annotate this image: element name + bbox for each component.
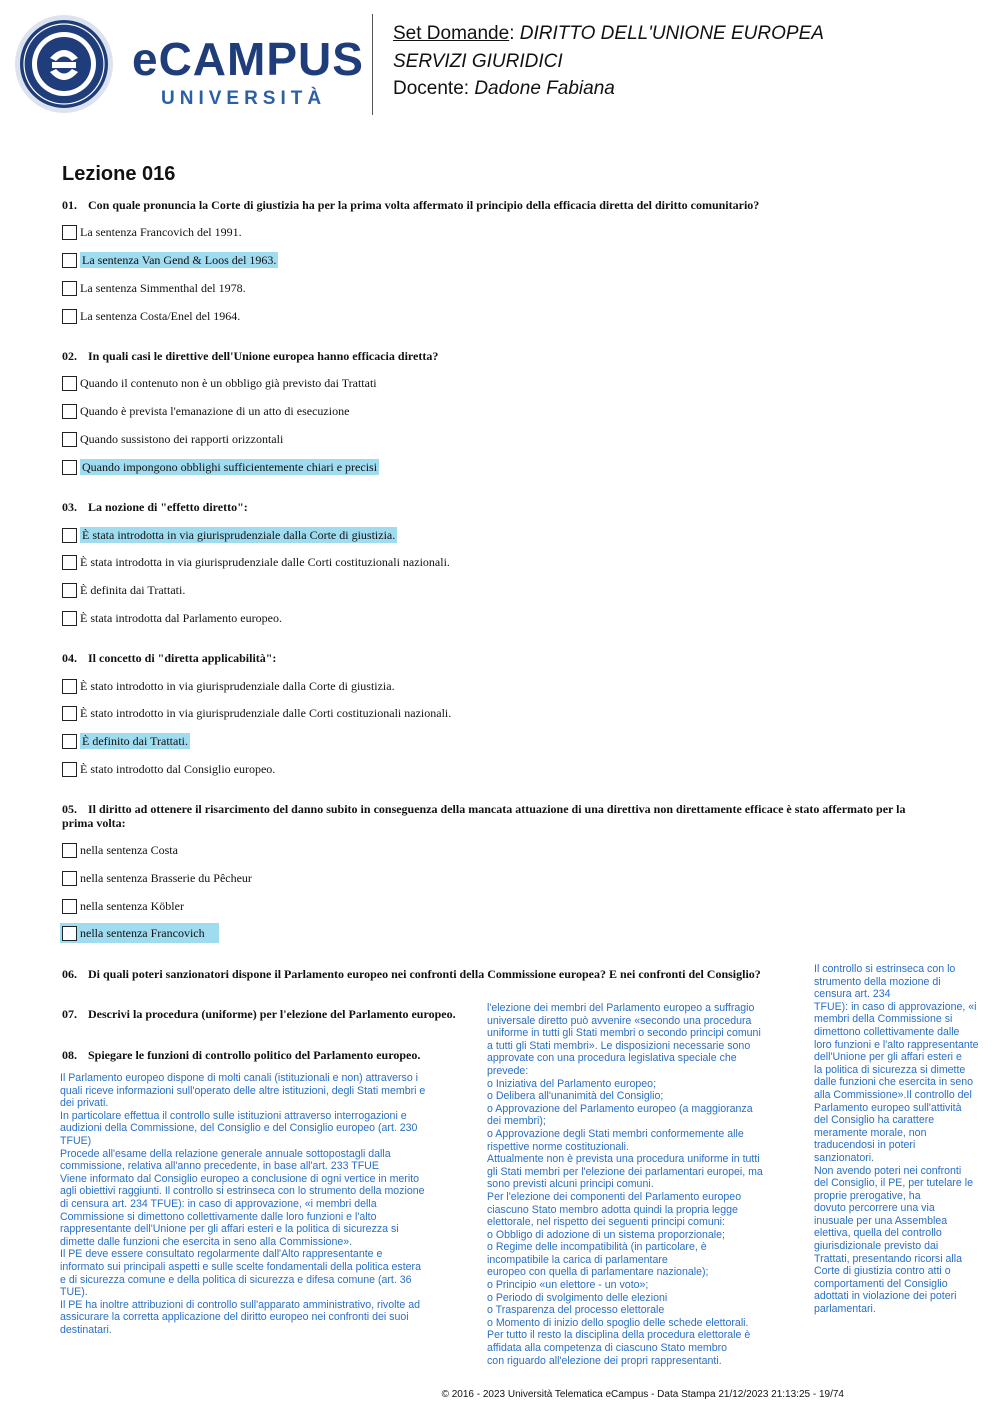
checkbox[interactable] [62,528,77,543]
option-text-highlighted: nella sentenza Francovich [80,926,205,940]
checkbox[interactable] [62,926,77,941]
q04-option-b[interactable] [62,705,451,721]
question-number: 02. [62,349,77,363]
set-title [393,21,824,47]
question-03 [62,500,942,514]
question-number: 03. [62,500,77,514]
answer-q08: Il Parlamento europeo dispone di molti canali (istituzionali e non) attraverso i quali riceve informazioni sull'operato delle altre istituzioni, degli Stati membri e dei privati. In particolare effettua il controllo sulle istituzioni attraverso interrogazioni e audizioni della Commissione, del Consiglio e del Consiglio europeo (art. 230 TFUE) Procede all'esame della relazione generale annuale sottopostagli dalla commissione, relativa all'anno precedente, in base all'art. 233 TFUE Viene informato dal Consiglio europeo a conclusione di ogni vertice in merito agli obiettivi raggiunti. Il controllo si estrinseca con lo strumento della mozione di censura art. 234 TFUE): in caso di approvazione, «i membri della Commissione si dimettono collettivamente dalle loro funzioni e l'alto rappresentante dell'Unione per gli affari esteri e la politica di sicurezza si dimette dalle funzioni che esercita in seno alla Commissione». Il PE deve essere consultato regolarmente dall'Alto rappresentante e informato sui principali aspetti e sulle scelte fondamentali della politica estera e di sicurezza comune e della politica di sicurezza e difesa comune (art. 36 TUE). Il PE ha inoltre attribuzioni di controllo sull'apparato amministrativo, rivolte ad assicurare la corretta applicazione del diritto europeo nei confronti dei suoi destinatari. [60,1072,426,1336]
question-06 [62,967,807,981]
q05-option-c[interactable] [62,898,184,914]
option-text: nella sentenza Köbler [80,899,184,913]
option-text: Quando sussistono dei rapporti orizzontali [80,432,284,446]
option-text: La sentenza Francovich del 1991. [80,225,242,239]
q05-option-a[interactable] [62,842,178,858]
q02-option-a[interactable] [62,375,377,391]
answer-q06: Il controllo si estrinseca con lo strumento della mozione di censura art. 234 TFUE): in caso di approvazione, «i membri della Commissione si dimettono collettivamente dalle loro funzioni e l'alto rappresentante dell'Unione per gli affari esteri e la politica di sicurezza si dimette dalle funzioni che esercita in seno alla Commissione».Il controllo del Parlamento europeo sull'attività del Consiglio ha carattere meramente morale, non traducendosi in poteri sanzionatori. Non avendo poteri nei confronti del Consiglio, il PE, per tutelare le proprie prerogative, ha dovuto percorrere una via inusuale per una Assemblea elettiva, quella del controllo giurisdizionale previsto dai Trattati, presentando ricorsi alla Corte di giustizia contro atti o comportamenti del Consiglio adottati in violazione dei poteri parlamentari. [814,963,979,1316]
option-text: La sentenza Costa/Enel del 1964. [80,309,241,323]
option-text: Quando è prevista l'emanazione di un atto di esecuzione [80,404,350,418]
q02-option-d[interactable] [62,459,379,475]
question-01 [62,198,942,212]
question-text: In quali casi le direttive dell'Unione europea hanno efficacia diretta? [88,349,439,363]
checkbox[interactable] [62,762,77,777]
q01-option-a[interactable] [62,224,242,240]
option-text: È stata introdotta dal Parlamento europeo. [80,611,282,625]
set-label: Set Domande [393,23,510,44]
q04-option-d[interactable] [62,761,275,777]
checkbox[interactable] [62,843,77,858]
answer-q07: l'elezione dei membri del Parlamento europeo a suffragio universale diretto può avvenire «secondo una procedura uniforme in tutti gli Stati membri o secondo principi comuni a tutti gli Stati membri». Le disposizioni necessarie sono approvate con una procedura legislativa speciale che prevede: o Iniziativa del Parlamento europeo; o Delibera all'unanimità del Consiglio; o Approvazione del Parlamento europeo (a maggioranza dei membri); o Approvazione degli Stati membri conformemente alle rispettive norme costituzionali. Attualmente non è prevista una procedura uniforme in tutti gli Stati membri per l'elezione dei parlamentari europei, ma sono previsti alcuni principi comuni. Per l'elezione dei componenti del Parlamento europeo ciascuno Stato membro adotta quindi la propria legge elettorale, nel rispetto dei seguenti principi comuni: o Obbligo di adozione di un sistema proporzionale; o Regime delle incompatibilità (in particolare, è incompatibile la carica di parlamentare europeo con quella di parlamentare nazionale); o Principio «un elettore - un voto»; o Periodo di svolgimento delle elezioni o Trasparenza del processo elettorale o Momento di inizio dello spoglio delle schede elettorali. Per tutto il resto la disciplina della procedura elettorale è affidata alla competenza di ciascuno Stato membro con riguardo all'elezione dei propri rappresentanti. [487,1002,763,1367]
teacher-line [393,76,615,102]
option-text: È stato introdotto dal Consiglio europeo. [80,762,276,776]
question-text: Descrivi la procedura (uniforme) per l'elezione del Parlamento europeo. [88,1007,456,1021]
question-text: Con quale pronuncia la Corte di giustizia ha per la prima volta affermato il principio della efficacia diretta del diritto comunitario? [88,198,760,212]
question-number: 08. [62,1048,77,1062]
checkbox[interactable] [62,611,77,626]
checkbox[interactable] [62,583,77,598]
checkbox[interactable] [62,253,77,268]
page-footer: © 2016 - 2023 Università Telematica eCampus - Data Stampa 21/12/2023 21:13:25 - 19/74 [441,1389,844,1400]
q05-option-d[interactable] [60,923,219,943]
checkbox[interactable] [62,281,77,296]
q03-option-d[interactable] [62,610,282,626]
program-name: SERVIZI GIURIDICI [393,51,563,72]
option-text: nella sentenza Costa [80,843,178,857]
q04-option-a[interactable] [62,678,395,694]
question-04 [62,651,942,665]
q03-option-a[interactable] [62,527,397,543]
option-text-highlighted: È stata introdotta in via giurisprudenziale dalla Corte di giustizia. [82,528,396,542]
option-text: È stato introdotto in via giurisprudenziale dalle Corti costituzionali nazionali. [80,706,452,720]
teacher-name: Dadone Fabiana [474,78,615,99]
question-number: 01. [62,198,77,212]
ecampus-logo [14,14,364,118]
question-text: Il diritto ad ottenere il risarcimento del danno subito in conseguenza della mancata attuazione di una direttiva non direttamente efficace è stato affermato per la prima volta: [62,802,906,830]
option-text: È stato introdotto in via giurisprudenziale dalla Corte di giustizia. [80,679,395,693]
option-text: Quando il contenuto non è un obbligo già previsto dai Trattati [80,376,377,390]
checkbox[interactable] [62,555,77,570]
q02-option-b[interactable] [62,403,349,419]
question-number: 06. [62,967,77,981]
q03-option-b[interactable] [62,554,450,570]
checkbox[interactable] [62,225,77,240]
question-02 [62,349,942,363]
brand-subtitle: UNIVERSITÀ [161,88,327,109]
option-text: nella sentenza Brasserie du Pêcheur [80,871,252,885]
checkbox[interactable] [62,432,77,447]
brand-name: eCAMPUS [132,33,364,85]
option-text-highlighted: Quando impongono obblighi sufficientemente chiari e precisi [82,460,378,474]
course-name: DIRITTO DELL'UNIONE EUROPEA [519,23,824,44]
question-08 [62,1048,482,1062]
checkbox[interactable] [62,376,77,391]
q05-option-b[interactable] [62,870,252,886]
checkbox[interactable] [62,309,77,324]
option-text-highlighted: È definito dai Trattati. [82,734,188,748]
program-line [393,49,563,75]
option-text-highlighted: La sentenza Van Gend & Loos del 1963. [82,253,277,267]
university-seal-icon [14,14,114,114]
q03-option-c[interactable] [62,582,185,598]
checkbox[interactable] [62,899,77,914]
question-number: 05. [62,802,77,816]
question-number: 07. [62,1007,77,1021]
question-text: La nozione di "effetto diretto": [88,500,248,514]
question-text: Spiegare le funzioni di controllo politico del Parlamento europeo. [88,1048,421,1062]
checkbox[interactable] [62,734,77,749]
question-text: Di quali poteri sanzionatori dispone il Parlamento europeo nei confronti della Commissione europea? E nei confronti del Consiglio? [88,967,761,981]
lesson-title: Lezione 016 [62,163,176,185]
question-05 [62,802,932,830]
question-number: 04. [62,651,77,665]
question-07 [62,1007,482,1021]
option-text: È definita dai Trattati. [80,583,186,597]
checkbox[interactable] [62,404,77,419]
checkbox[interactable] [62,679,77,694]
q04-option-c[interactable] [62,733,190,749]
teacher-label: Docente: [393,78,475,99]
option-text: È stata introdotta in via giurisprudenziale dalle Corti costituzionali nazionali. [80,555,450,569]
question-text: Il concetto di "diretta applicabilità": [88,651,277,665]
q01-option-c[interactable] [62,280,246,296]
q02-option-c[interactable] [62,431,283,447]
option-text: La sentenza Simmenthal del 1978. [80,281,246,295]
q01-option-b[interactable] [62,252,278,268]
checkbox[interactable] [62,706,77,721]
set-separator: : [509,23,520,44]
checkbox[interactable] [62,460,77,475]
checkbox[interactable] [62,871,77,886]
header-divider [372,14,373,115]
q01-option-d[interactable] [62,308,240,324]
